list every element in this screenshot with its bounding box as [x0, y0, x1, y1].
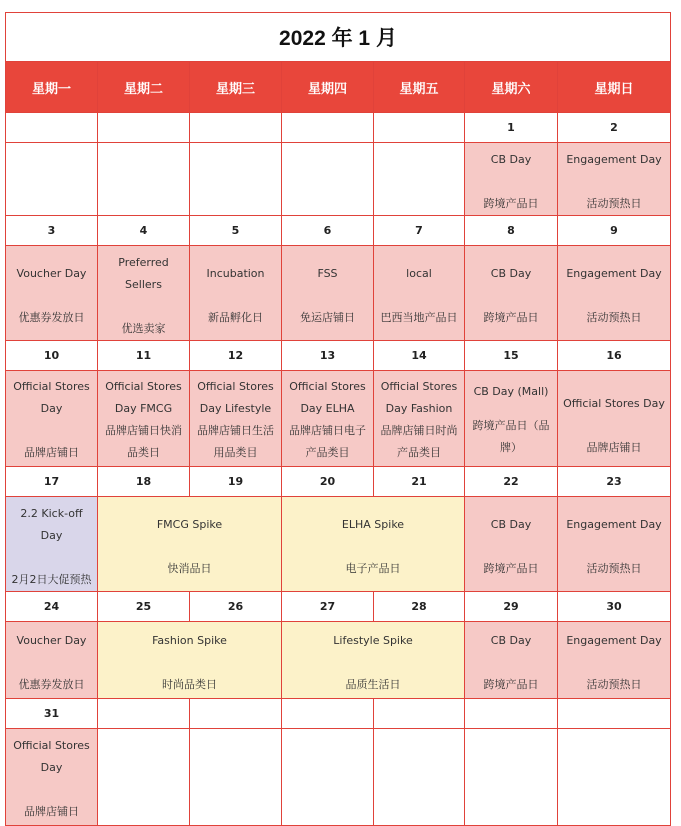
event-name: Official Stores Day FMCG: [105, 380, 182, 415]
event-name: local: [406, 267, 432, 280]
date-cell: 19: [190, 467, 282, 497]
event-name-cn: 品牌店铺日: [586, 440, 642, 454]
date-cell: 8: [465, 216, 558, 246]
event-name: Engagement Day: [566, 153, 662, 166]
date-cell: 15: [465, 341, 558, 371]
event-row: [6, 729, 671, 826]
event-name: Official Stores Day: [13, 380, 90, 415]
date-cell: [374, 113, 465, 143]
date-cell: [282, 113, 374, 143]
event-name: Official Stores Day: [563, 396, 665, 410]
date-cell: [6, 113, 98, 143]
event-name-cn: 活动预热日: [586, 197, 642, 210]
date-cell: 27: [282, 592, 374, 622]
weekday-tue: 星期二: [98, 62, 190, 113]
weekday-sat: 星期六: [465, 62, 558, 113]
event-name: Fashion Spike: [152, 634, 227, 647]
date-cell: 1: [465, 113, 558, 143]
event-name: Engagement Day: [566, 518, 662, 531]
date-row: [6, 341, 671, 371]
date-cell: 14: [374, 341, 465, 371]
date-cell: [374, 699, 465, 729]
event-name-cn: 品质生活日: [345, 678, 401, 691]
date-cell: 30: [558, 592, 671, 622]
event-cell: [6, 497, 98, 592]
date-row: [6, 113, 671, 143]
date-cell: [190, 113, 282, 143]
date-cell: 3: [6, 216, 98, 246]
event-name: CB Day: [490, 518, 532, 531]
event-cell: [6, 371, 98, 467]
date-cell: 2: [558, 113, 671, 143]
date-cell: 23: [558, 467, 671, 497]
date-cell: 20: [282, 467, 374, 497]
event-cell-spike: [98, 497, 282, 592]
event-cell-empty: [282, 729, 374, 826]
event-name: Official Stores Day ELHA: [289, 380, 366, 415]
date-cell: 22: [465, 467, 558, 497]
event-name-cn: 品牌店铺日时尚产品类目: [380, 424, 458, 459]
event-name: CB Day: [490, 634, 532, 647]
event-name-cn: 品牌店铺日: [24, 804, 79, 818]
event-name-cn: 跨境产品日: [483, 311, 539, 324]
event-name: Incubation: [206, 267, 265, 280]
event-name-cn: 时尚品类日: [162, 678, 217, 691]
event-name: Engagement Day: [566, 267, 662, 280]
event-name: Voucher Day: [16, 267, 87, 280]
date-cell: 9: [558, 216, 671, 246]
calendar-title: 2022 年 1 月: [6, 13, 671, 62]
date-cell: 29: [465, 592, 558, 622]
event-name: Official Stores Day: [13, 738, 90, 774]
event-cell-empty: [465, 729, 558, 826]
event-cell-empty: [282, 143, 374, 216]
event-row: [6, 497, 671, 592]
date-cell: 21: [374, 467, 465, 497]
date-cell: [282, 699, 374, 729]
event-name-cn: 电子产品日: [345, 562, 401, 575]
date-cell: 7: [374, 216, 465, 246]
event-cell: [558, 371, 671, 467]
date-cell: [98, 699, 190, 729]
event-cell: [374, 371, 465, 467]
event-name-cn: 跨境产品日（品牌）: [472, 419, 550, 454]
event-name-cn: 品牌店铺日电子产品类目: [289, 424, 366, 459]
date-row: [6, 216, 671, 246]
event-cell-empty: [98, 729, 190, 826]
date-cell: [98, 113, 190, 143]
date-cell: 28: [374, 592, 465, 622]
event-cell-empty: [374, 729, 465, 826]
weekday-thu: 星期四: [282, 62, 374, 113]
event-name-cn: 品牌店铺日生活用品类目: [197, 424, 274, 459]
event-cell: [282, 246, 374, 341]
date-cell: 24: [6, 592, 98, 622]
event-name-cn: 活动预热日: [586, 311, 642, 324]
weekday-sun: 星期日: [558, 62, 671, 113]
event-name: ELHA Spike: [341, 518, 405, 531]
calendar-table: [5, 12, 671, 826]
event-name: Official Stores Day Fashion: [380, 380, 458, 415]
event-row: [6, 622, 671, 699]
event-cell: [190, 246, 282, 341]
event-name-cn: 2月2日大促预热: [11, 573, 92, 586]
date-row: [6, 699, 671, 729]
event-cell: [558, 246, 671, 341]
date-cell: 17: [6, 467, 98, 497]
event-cell: [190, 371, 282, 467]
weekday-wed: 星期三: [190, 62, 282, 113]
event-cell-empty: [558, 729, 671, 826]
date-cell: 25: [98, 592, 190, 622]
event-name: CB Day (Mall): [473, 385, 549, 398]
weekday-header-row: [6, 62, 671, 113]
event-cell: [558, 497, 671, 592]
event-cell: [465, 497, 558, 592]
event-row: [6, 246, 671, 341]
date-cell: 5: [190, 216, 282, 246]
event-cell: [465, 371, 558, 467]
event-name-cn: 巴西当地产品日: [380, 311, 458, 324]
event-name: Lifestyle Spike: [333, 634, 413, 647]
event-name-cn: 优选卖家: [121, 322, 166, 335]
date-cell: 26: [190, 592, 282, 622]
event-name-cn: 新品孵化日: [208, 311, 263, 324]
event-cell: [374, 246, 465, 341]
date-cell: 11: [98, 341, 190, 371]
event-name-cn: 快消品日: [167, 562, 212, 575]
event-name-cn: 品牌店铺日: [24, 446, 79, 459]
event-cell-spike: [98, 622, 282, 699]
date-cell: [558, 699, 671, 729]
event-name: Engagement Day: [566, 634, 662, 647]
event-name-cn: 免运店铺日: [300, 311, 355, 324]
event-name-cn: 品牌店铺日快消品类日: [105, 424, 182, 459]
event-name: CB Day: [490, 153, 532, 166]
event-cell: [6, 729, 98, 826]
event-name: Preferred Sellers: [118, 256, 169, 291]
event-cell: [282, 371, 374, 467]
event-name: Voucher Day: [16, 634, 87, 647]
event-name: FSS: [317, 267, 338, 280]
event-cell-empty: [190, 729, 282, 826]
event-cell: [558, 143, 671, 216]
event-name-cn: 优惠券发放日: [18, 678, 85, 691]
date-cell: 18: [98, 467, 190, 497]
event-cell-empty: [6, 143, 98, 216]
weekday-fri: 星期五: [374, 62, 465, 113]
weekday-mon: 星期一: [6, 62, 98, 113]
calendar: [5, 12, 670, 826]
event-cell: [6, 246, 98, 341]
event-name: 2.2 Kick-off Day: [20, 507, 83, 542]
event-cell-empty: [190, 143, 282, 216]
event-name-cn: 跨境产品日: [483, 197, 539, 210]
date-cell: [465, 699, 558, 729]
date-cell: 31: [6, 699, 98, 729]
date-cell: 13: [282, 341, 374, 371]
event-cell: [98, 371, 190, 467]
event-cell-empty: [98, 143, 190, 216]
date-row: [6, 467, 671, 497]
event-cell: [98, 246, 190, 341]
date-cell: 6: [282, 216, 374, 246]
event-cell: [465, 143, 558, 216]
event-name: FMCG Spike: [156, 518, 223, 531]
event-name-cn: 优惠券发放日: [18, 311, 85, 324]
event-cell-spike: [282, 622, 465, 699]
date-cell: [190, 699, 282, 729]
event-row: [6, 371, 671, 467]
event-name-cn: 跨境产品日: [483, 562, 539, 575]
event-cell-spike: [282, 497, 465, 592]
event-cell: [558, 622, 671, 699]
event-cell: [465, 246, 558, 341]
date-cell: 12: [190, 341, 282, 371]
date-cell: 4: [98, 216, 190, 246]
date-cell: 16: [558, 341, 671, 371]
event-row: [6, 143, 671, 216]
event-name: CB Day: [490, 267, 532, 280]
event-name-cn: 活动预热日: [586, 678, 642, 691]
event-cell: [6, 622, 98, 699]
event-cell: [465, 622, 558, 699]
date-row: [6, 592, 671, 622]
event-name-cn: 活动预热日: [586, 562, 642, 575]
date-cell: 10: [6, 341, 98, 371]
event-name: Official Stores Day Lifestyle: [197, 380, 274, 415]
event-cell-empty: [374, 143, 465, 216]
event-name-cn: 跨境产品日: [483, 678, 539, 691]
